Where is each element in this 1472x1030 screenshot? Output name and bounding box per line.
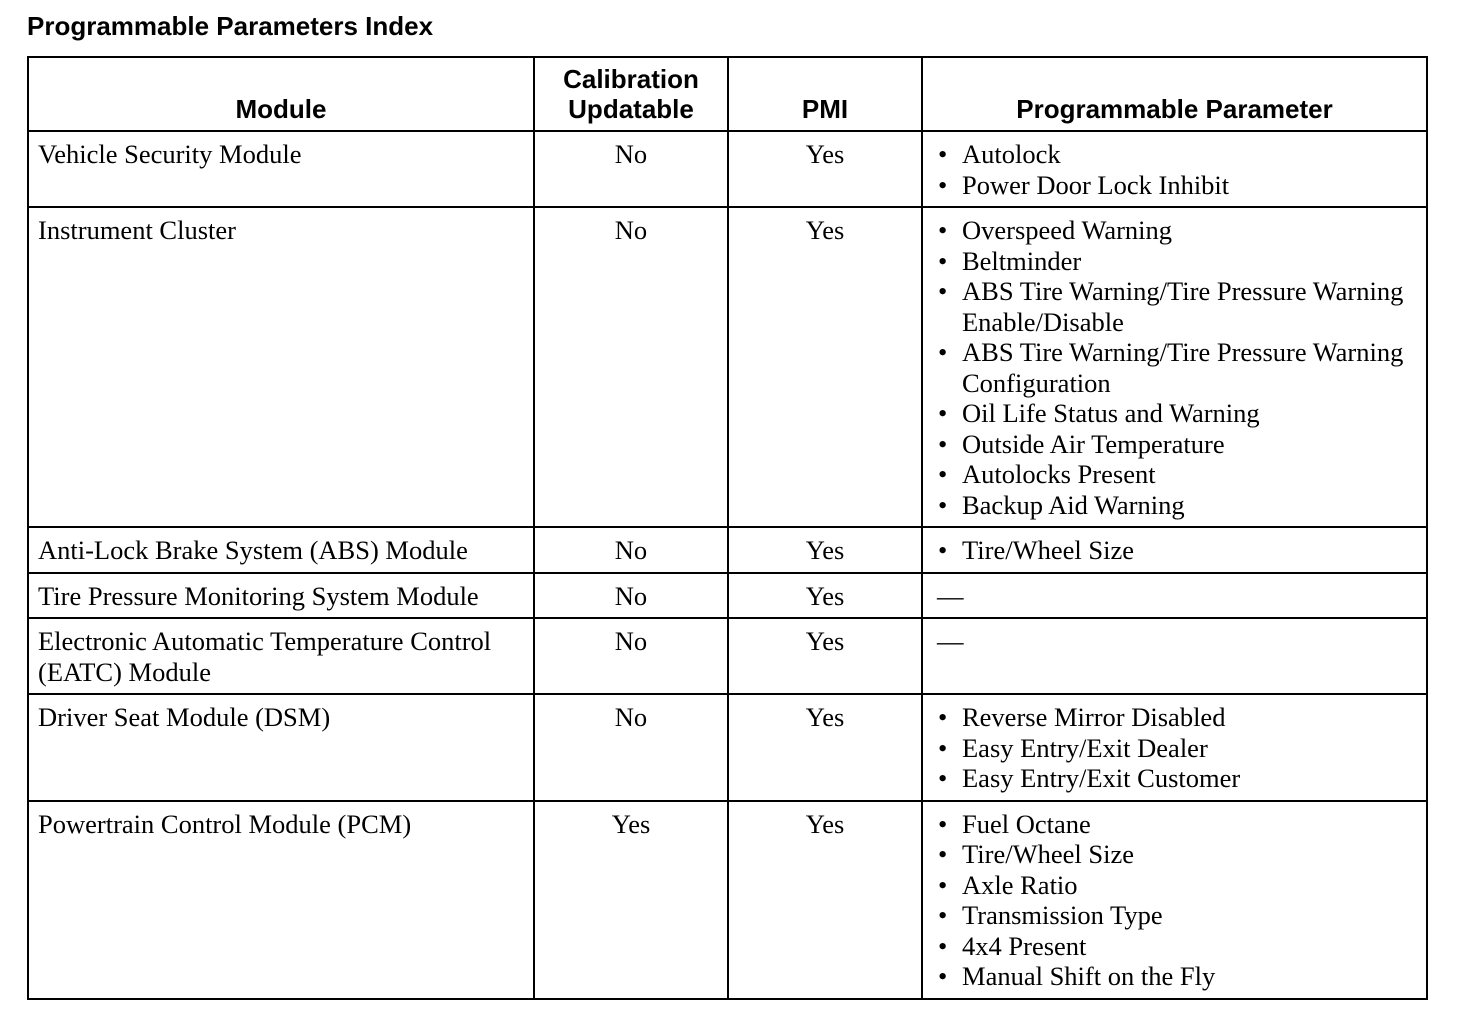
module-cell: Instrument Cluster bbox=[28, 207, 534, 527]
parameter-item bbox=[931, 839, 1418, 870]
bullet-icon: • bbox=[938, 702, 948, 732]
programmable-parameter-cell bbox=[922, 131, 1427, 207]
parameter-text: Autolock bbox=[962, 139, 1061, 169]
bullet-icon: • bbox=[938, 930, 948, 961]
table-row bbox=[28, 131, 1427, 207]
parameter-item bbox=[931, 763, 1418, 794]
pmi-cell: Yes bbox=[728, 694, 922, 801]
parameter-item bbox=[931, 398, 1418, 429]
bullet-icon: • bbox=[938, 869, 948, 900]
bullet-icon: • bbox=[938, 489, 948, 520]
parameter-text: Power Door Lock Inhibit bbox=[962, 169, 1230, 200]
table-row bbox=[28, 801, 1427, 999]
bullet-icon: • bbox=[938, 215, 948, 245]
header-calibration-line1: Calibration bbox=[563, 64, 699, 94]
programmable-parameter-cell bbox=[922, 573, 1427, 619]
programmable-parameter-cell bbox=[922, 207, 1427, 527]
module-cell: Vehicle Security Module bbox=[28, 131, 534, 207]
parameter-item bbox=[931, 459, 1418, 490]
parameter-text: Autolocks Present bbox=[962, 459, 1156, 489]
pmi-cell: Yes bbox=[728, 131, 922, 207]
bullet-icon: • bbox=[938, 459, 948, 489]
module-cell: Driver Seat Module (DSM) bbox=[28, 694, 534, 801]
programmable-parameter-cell bbox=[922, 694, 1427, 801]
pmi-cell: Yes bbox=[728, 801, 922, 999]
bullet-icon: • bbox=[938, 169, 948, 200]
parameter-text: Transmission Type bbox=[962, 900, 1163, 930]
bullet-icon: • bbox=[938, 961, 948, 991]
parameter-text: Beltminder bbox=[962, 245, 1082, 276]
pmi-cell: Yes bbox=[728, 573, 922, 619]
table-header-row bbox=[28, 57, 1427, 131]
parameter-list bbox=[931, 809, 1418, 992]
parameter-text: Easy Entry/Exit Dealer bbox=[962, 732, 1208, 763]
pmi-cell: Yes bbox=[728, 618, 922, 694]
bullet-icon: • bbox=[938, 398, 948, 428]
calibration-updatable-cell: No bbox=[534, 694, 728, 801]
table-row bbox=[28, 573, 1427, 619]
calibration-updatable-cell: No bbox=[534, 131, 728, 207]
header-module: Module bbox=[28, 57, 534, 131]
calibration-updatable-cell: No bbox=[534, 573, 728, 619]
parameter-item bbox=[931, 246, 1418, 277]
pmi-cell: Yes bbox=[728, 207, 922, 527]
parameter-item bbox=[931, 276, 1418, 337]
bullet-icon: • bbox=[938, 428, 948, 459]
parameters-table bbox=[27, 56, 1428, 1000]
table-row bbox=[28, 618, 1427, 694]
parameter-item bbox=[931, 870, 1418, 901]
parameter-item bbox=[931, 809, 1418, 840]
parameter-text: Tire/Wheel Size bbox=[962, 839, 1134, 869]
calibration-updatable-cell: No bbox=[534, 527, 728, 573]
bullet-icon: • bbox=[938, 535, 948, 565]
parameter-text: Backup Aid Warning bbox=[962, 489, 1185, 520]
parameter-item bbox=[931, 215, 1418, 246]
calibration-updatable-cell: No bbox=[534, 618, 728, 694]
table-body bbox=[28, 131, 1427, 999]
parameter-text: Fuel Octane bbox=[962, 808, 1091, 839]
bullet-icon: • bbox=[938, 900, 948, 930]
parameter-item bbox=[931, 733, 1418, 764]
parameter-text: 4x4 Present bbox=[962, 930, 1087, 961]
table-row bbox=[28, 694, 1427, 801]
parameter-item bbox=[931, 429, 1418, 460]
programmable-parameter-cell bbox=[922, 527, 1427, 573]
bullet-icon: • bbox=[938, 763, 948, 793]
bullet-icon: • bbox=[938, 839, 948, 869]
bullet-icon: • bbox=[938, 337, 948, 367]
parameter-text: ABS Tire Warning/Tire Pressure Warning Enable/Disable bbox=[962, 276, 1404, 337]
header-calibration-updatable bbox=[534, 57, 728, 131]
module-cell: Electronic Automatic Temperature Control (EATC) Module bbox=[28, 618, 534, 694]
calibration-updatable-cell: No bbox=[534, 207, 728, 527]
pmi-cell: Yes bbox=[728, 527, 922, 573]
table-row bbox=[28, 527, 1427, 573]
parameter-text: Manual Shift on the Fly bbox=[962, 961, 1216, 991]
parameter-list bbox=[931, 215, 1418, 520]
module-cell: Tire Pressure Monitoring System Module bbox=[28, 573, 534, 619]
calibration-updatable-cell: Yes bbox=[534, 801, 728, 999]
programmable-parameter-cell bbox=[922, 618, 1427, 694]
parameter-list bbox=[931, 535, 1418, 566]
bullet-icon: • bbox=[938, 245, 948, 276]
parameter-text: Easy Entry/Exit Customer bbox=[962, 763, 1241, 793]
header-calibration-line2: Updatable bbox=[568, 94, 694, 124]
parameter-item bbox=[931, 139, 1418, 170]
no-parameter-dash: — bbox=[937, 580, 964, 611]
bullet-icon: • bbox=[938, 732, 948, 763]
module-cell: Powertrain Control Module (PCM) bbox=[28, 801, 534, 999]
module-cell: Anti-Lock Brake System (ABS) Module bbox=[28, 527, 534, 573]
programmable-parameter-cell bbox=[922, 801, 1427, 999]
parameter-item bbox=[931, 961, 1418, 992]
header-programmable-parameter: Programmable Parameter bbox=[922, 57, 1427, 131]
bullet-icon: • bbox=[938, 808, 948, 839]
bullet-icon: • bbox=[938, 139, 948, 169]
bullet-icon: • bbox=[938, 276, 948, 306]
parameter-text: Reverse Mirror Disabled bbox=[962, 702, 1226, 732]
parameter-text: Overspeed Warning bbox=[962, 215, 1173, 245]
parameter-text: Outside Air Temperature bbox=[962, 428, 1225, 459]
table-row bbox=[28, 207, 1427, 527]
page-title: Programmable Parameters Index bbox=[27, 11, 434, 41]
no-parameter-dash: — bbox=[937, 626, 964, 656]
parameter-item bbox=[931, 490, 1418, 521]
parameter-item bbox=[931, 337, 1418, 398]
parameter-list bbox=[931, 702, 1418, 794]
parameter-item bbox=[931, 931, 1418, 962]
parameter-item bbox=[931, 535, 1418, 566]
parameter-item bbox=[931, 702, 1418, 733]
parameter-text: Tire/Wheel Size bbox=[962, 535, 1134, 565]
parameter-list bbox=[931, 139, 1418, 200]
parameter-item bbox=[931, 900, 1418, 931]
parameter-item bbox=[931, 170, 1418, 201]
parameter-text: Axle Ratio bbox=[962, 869, 1078, 900]
header-pmi: PMI bbox=[728, 57, 922, 131]
parameter-text: ABS Tire Warning/Tire Pressure Warning Configuration bbox=[962, 337, 1404, 398]
parameter-text: Oil Life Status and Warning bbox=[962, 398, 1260, 428]
